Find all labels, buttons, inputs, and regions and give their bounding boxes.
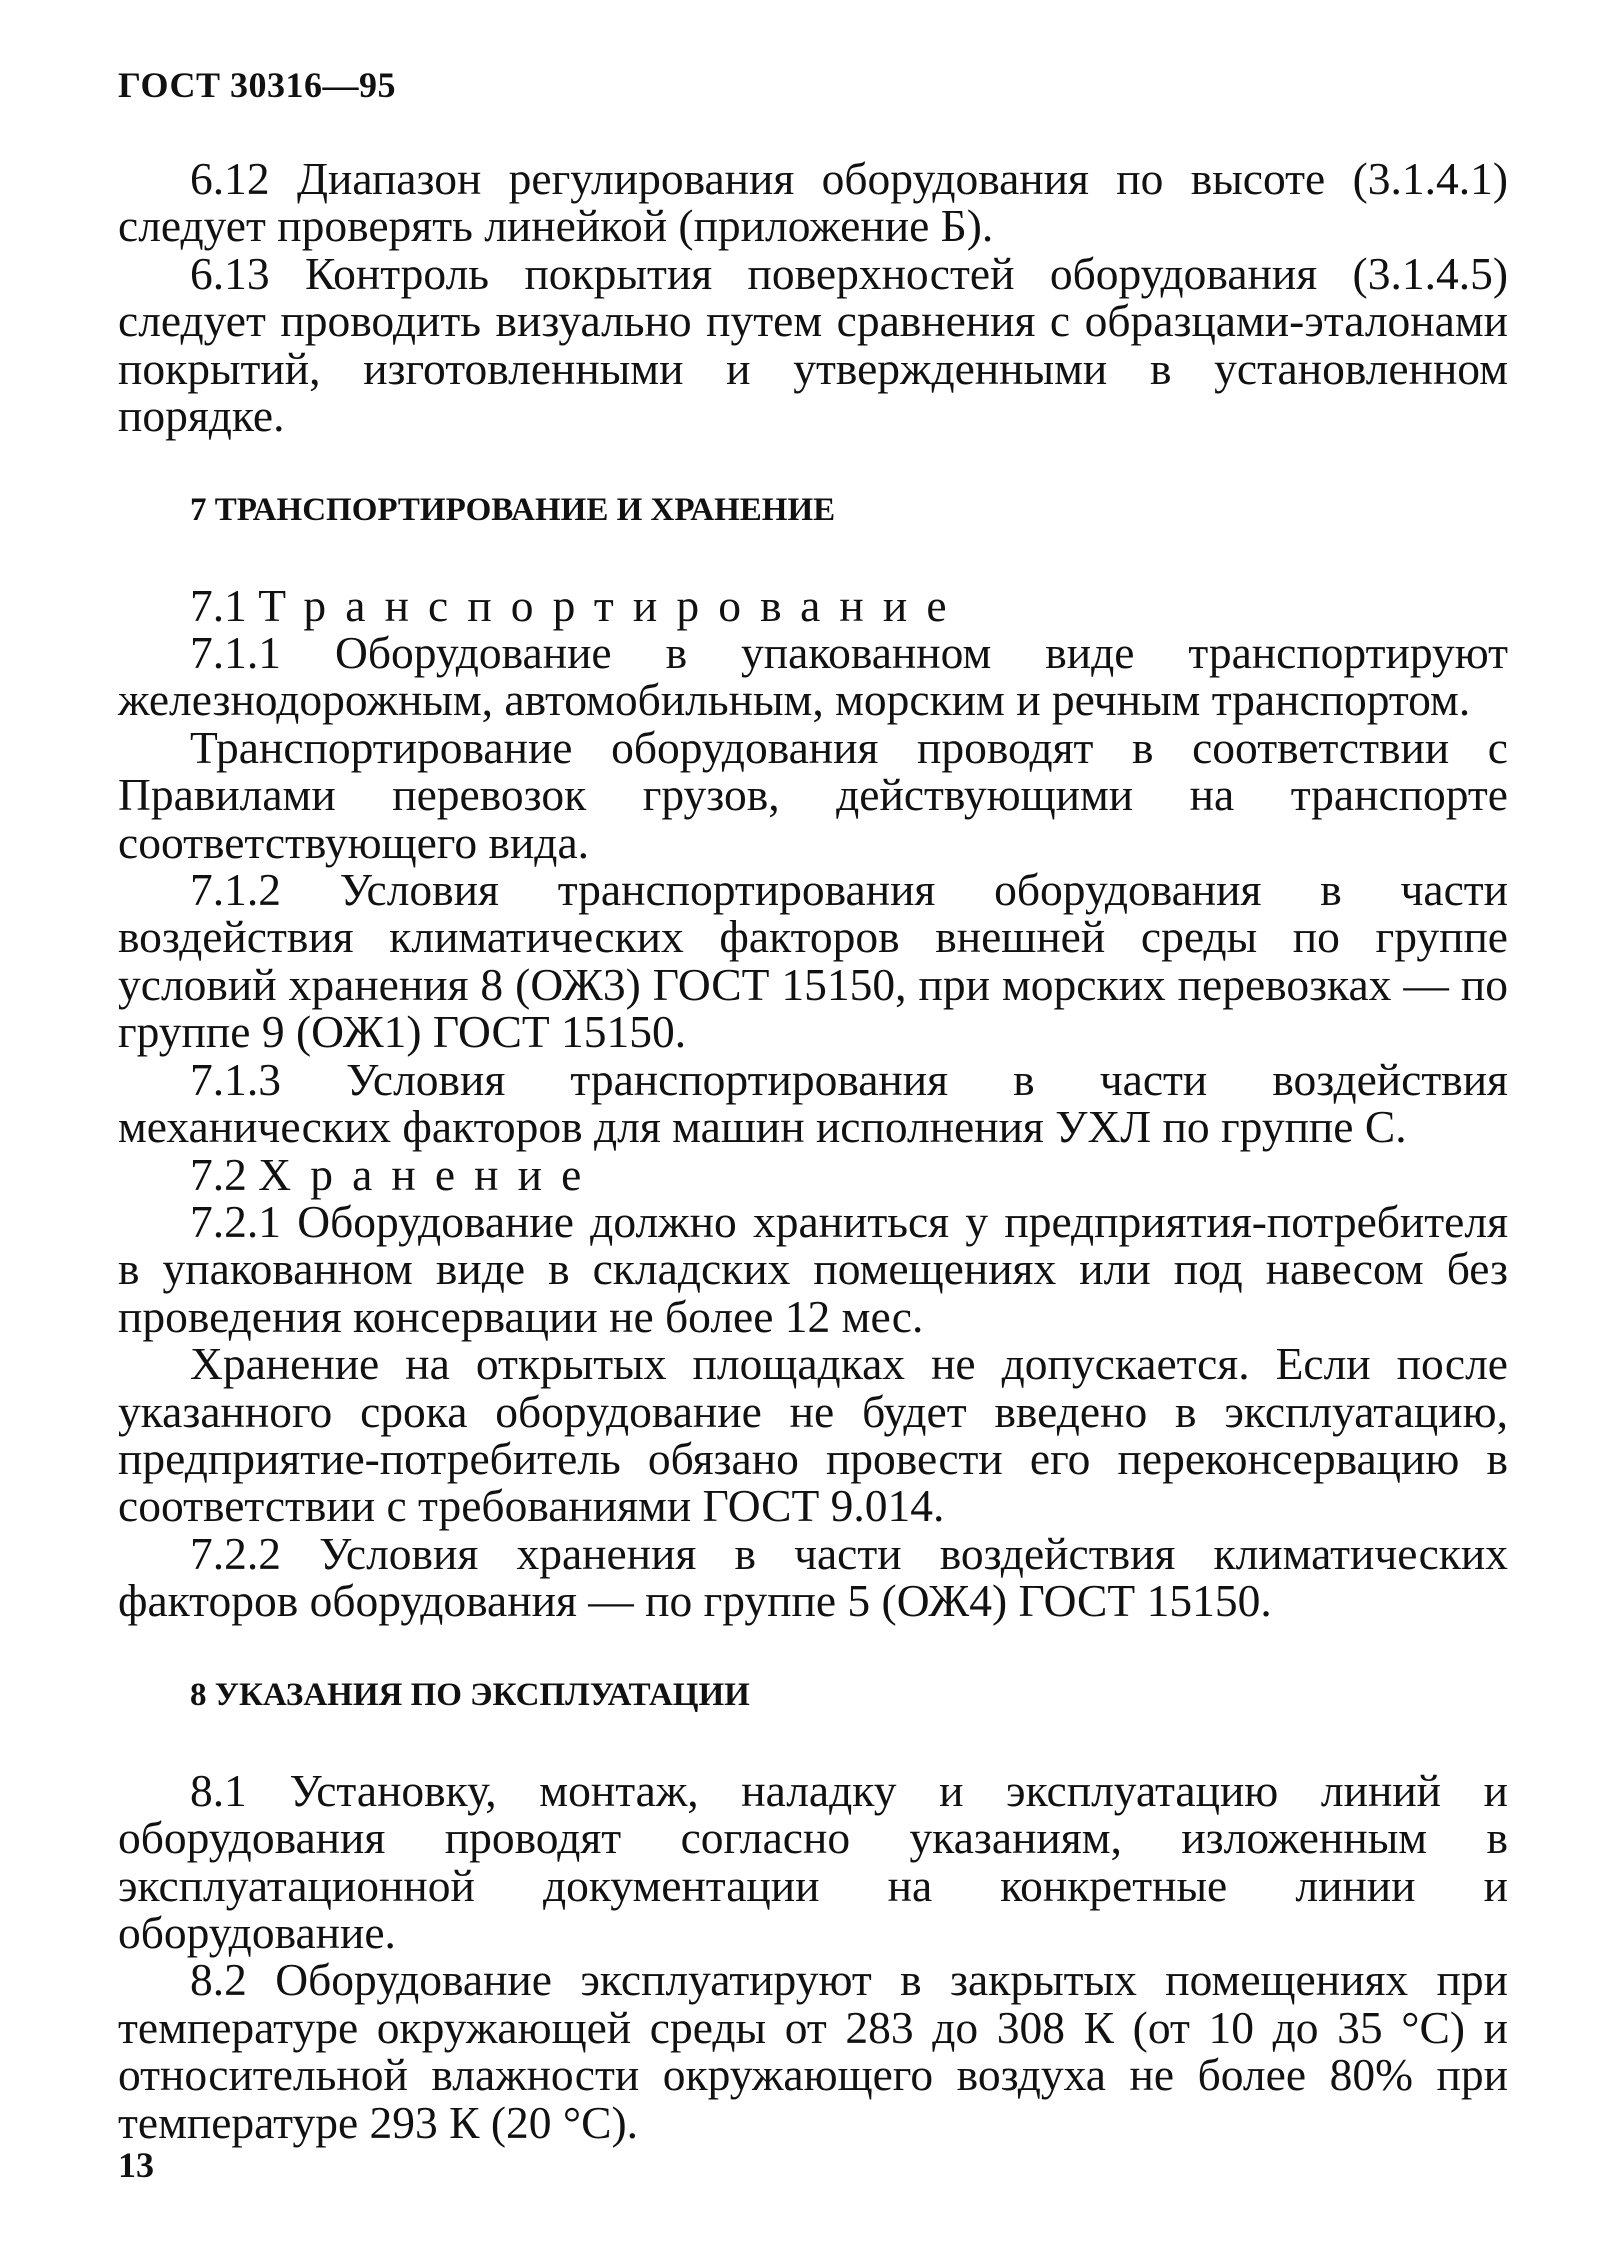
page-number: 13	[118, 2145, 154, 2185]
paragraph-7-1-1: 7.1.1 Оборудование в упакованном виде транспортируют железнодорожным, автомобильным, морским и речным транспортом.	[118, 627, 1508, 726]
paragraph-7-2-1: 7.2.1 Оборудование должно храниться у предприятия-потребителя в упакованном виде в складских помещениях или под навесом без проведения консервации не более 12 мес.	[118, 1195, 1508, 1342]
section-7-heading: 7 ТРАНСПОРТИРОВАНИЕ И ХРАНЕНИЕ	[190, 491, 836, 528]
subsection-7-1-label: Транспортирование	[258, 579, 966, 631]
paragraph-7-2-1-b: Хранение на открытых площадках не допускается. Если после указанного срока оборудование не будет введено в эксплуатацию, предприятие-потребитель обязано провести его переконсервацию в соответствии с требованиями ГОСТ 9.014.	[118, 1338, 1508, 1532]
subsection-7-1-title	[118, 579, 1508, 631]
paragraph-6-13: 6.13 Контроль покрытия поверхностей оборудования (3.1.4.5) следует проводить визуально путем сравнения с образцами-эталонами покрытий, изготовленными и утвержденными в установленном порядке.	[118, 247, 1508, 442]
subsection-7-1-number: 7.1	[190, 579, 247, 631]
paragraph-8-2: 8.2 Оборудование эксплуатируют в закрытых помещениях при температуре окружающей среды от 283 до 308 К (от 10 до 35 °С) и относительной влажности окружающего воздуха не более 80% при температуре 293 К (20 °С).	[118, 1954, 1508, 2148]
paragraph-8-1: 8.1 Установку, монтаж, наладку и эксплуатацию линий и оборудования проводят согласно указаниям, изложенным в эксплуатационной документации на конкретные линии и оборудование.	[118, 1764, 1508, 1958]
section-8-heading: 8 УКАЗАНИЯ ПО ЭКСПЛУАТАЦИИ	[190, 1676, 750, 1713]
paragraph-7-2-2: 7.2.2 Условия хранения в части воздействия климатических факторов оборудования — по группе 5 (ОЖ4) ГОСТ 15150.	[118, 1527, 1508, 1627]
subsection-7-2-title	[118, 1148, 1508, 1200]
body-text	[118, 155, 1508, 2146]
paragraph-6-12: 6.12 Диапазон регулирования оборудования по высоте (3.1.4.1) следует проверять линейкой (приложение Б).	[118, 153, 1508, 252]
subsection-7-2-label: Хранение	[258, 1148, 601, 1200]
paragraph-7-1-1-b: Транспортирование оборудования проводят в соответствии с Правилами перевозок грузов, действующими на транспорте соответствующего вида.	[118, 721, 1508, 868]
paragraph-7-1-2: 7.1.2 Условия транспортирования оборудования в части воздействия климатических факторов внешней среды по группе условий хранения 8 (ОЖ3) ГОСТ 15150, при морских перевозках — по группе 9 (ОЖ1) ГОСТ 15150.	[118, 864, 1508, 1058]
subsection-7-2-number: 7.2	[190, 1148, 247, 1200]
document-code: ГОСТ 30316—95	[118, 65, 396, 105]
paragraph-7-1-3: 7.1.3 Условия транспортирования в части воздействия механических факторов для машин исполнения УХЛ по группе С.	[118, 1053, 1508, 1153]
